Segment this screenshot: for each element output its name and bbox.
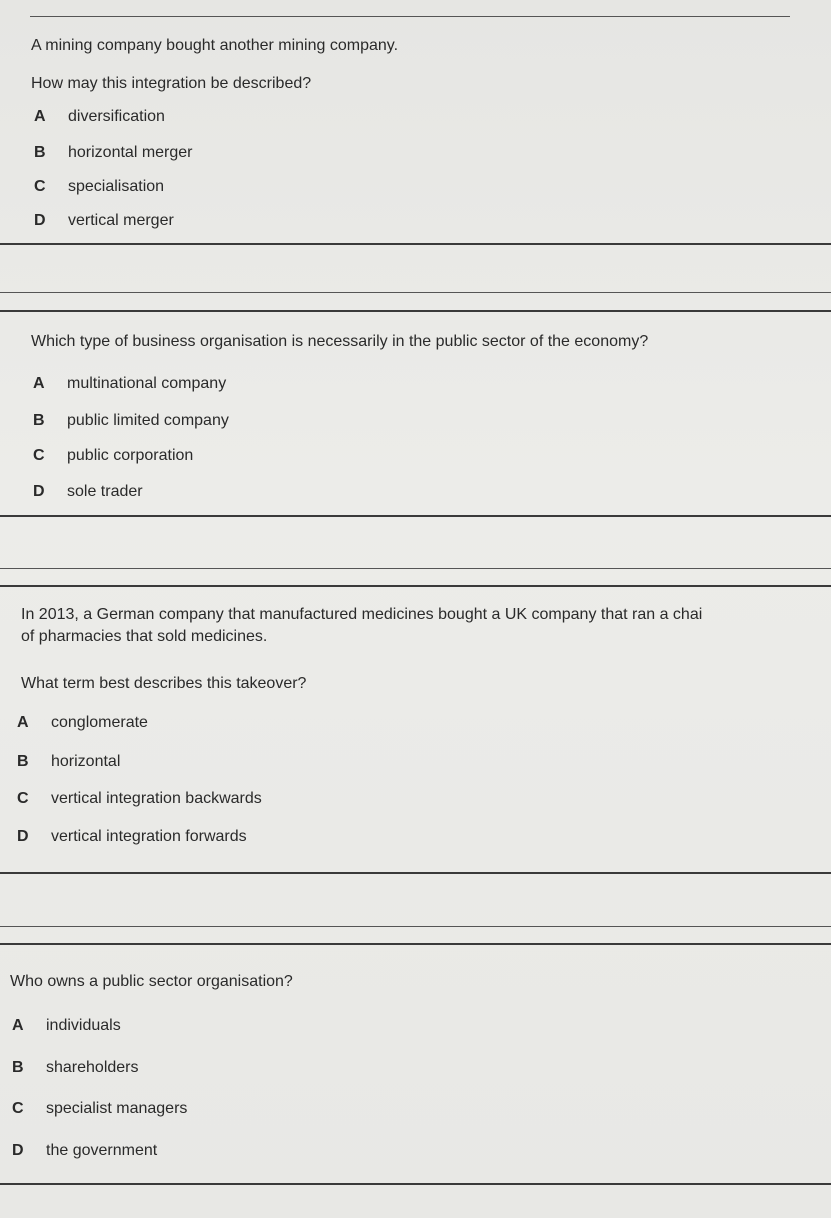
- q1-option-a[interactable]: [34, 107, 165, 127]
- q3-option-a[interactable]: [17, 713, 148, 733]
- option-text: public limited company: [67, 412, 229, 429]
- q4-prompt: Who owns a public sector organisation?: [10, 973, 293, 990]
- option-letter: C: [17, 790, 29, 807]
- q2-option-c[interactable]: [33, 446, 193, 466]
- option-letter: D: [33, 483, 45, 500]
- option-letter: A: [17, 714, 29, 731]
- option-text: vertical integration forwards: [51, 828, 247, 845]
- top-rule: [30, 16, 790, 17]
- q1-option-c[interactable]: [34, 177, 164, 197]
- option-letter: B: [33, 412, 45, 429]
- option-letter: C: [34, 178, 46, 195]
- option-text: the government: [46, 1142, 158, 1159]
- option-text: specialist managers: [46, 1100, 188, 1117]
- option-letter: D: [12, 1142, 24, 1159]
- separator-line: [0, 585, 831, 587]
- option-letter: B: [17, 753, 29, 770]
- option-text: public corporation: [67, 447, 194, 464]
- option-letter: A: [34, 108, 46, 125]
- option-text: conglomerate: [51, 714, 148, 731]
- option-text: vertical merger: [68, 212, 174, 229]
- q1-prompt: How may this integration be described?: [31, 75, 312, 92]
- q2-option-b[interactable]: [33, 411, 229, 431]
- option-letter: D: [17, 828, 29, 845]
- option-text: horizontal: [51, 753, 121, 770]
- option-text: multinational company: [67, 375, 227, 392]
- option-text: horizontal merger: [68, 144, 193, 161]
- answer-line: [0, 1183, 831, 1185]
- separator-line: [0, 310, 831, 312]
- option-text: shareholders: [46, 1059, 139, 1076]
- option-letter: B: [12, 1059, 24, 1076]
- q4-option-b[interactable]: [12, 1058, 139, 1078]
- option-letter: A: [12, 1017, 24, 1034]
- option-letter: C: [12, 1100, 24, 1117]
- option-text: sole trader: [67, 483, 143, 500]
- q2-option-a[interactable]: [33, 374, 226, 394]
- option-text: specialisation: [68, 178, 165, 195]
- q4-option-a[interactable]: [12, 1016, 121, 1036]
- separator-line: [0, 292, 831, 293]
- q3-option-d[interactable]: [17, 827, 247, 847]
- q2-option-d[interactable]: [33, 482, 143, 502]
- q4-option-d[interactable]: [12, 1141, 157, 1161]
- q3-option-b[interactable]: [17, 752, 120, 772]
- q1-option-d[interactable]: [34, 211, 174, 231]
- q3-option-c[interactable]: [17, 789, 262, 809]
- q3-prompt: What term best describes this takeover?: [21, 675, 307, 692]
- option-letter: B: [34, 144, 46, 161]
- q4-option-c[interactable]: [12, 1099, 187, 1119]
- answer-line: [0, 515, 831, 517]
- option-text: vertical integration backwards: [51, 790, 262, 807]
- option-letter: C: [33, 447, 45, 464]
- q1-option-b[interactable]: [34, 143, 193, 163]
- option-text: diversification: [68, 108, 165, 125]
- option-text: individuals: [46, 1017, 121, 1034]
- separator-line: [0, 926, 831, 927]
- answer-line: [0, 243, 831, 245]
- q1-stem: A mining company bought another mining company.: [31, 37, 399, 54]
- separator-line: [0, 568, 831, 569]
- q3-stem-line-1: In 2013, a German company that manufactured medicines bought a UK company that ran a chai: [21, 606, 703, 623]
- answer-line: [0, 872, 831, 874]
- option-letter: D: [34, 212, 46, 229]
- q3-stem-line-2: of pharmacies that sold medicines.: [21, 628, 268, 645]
- q2-prompt: Which type of business organisation is necessarily in the public sector of the economy?: [31, 333, 649, 350]
- option-letter: A: [33, 375, 45, 392]
- separator-line: [0, 943, 831, 945]
